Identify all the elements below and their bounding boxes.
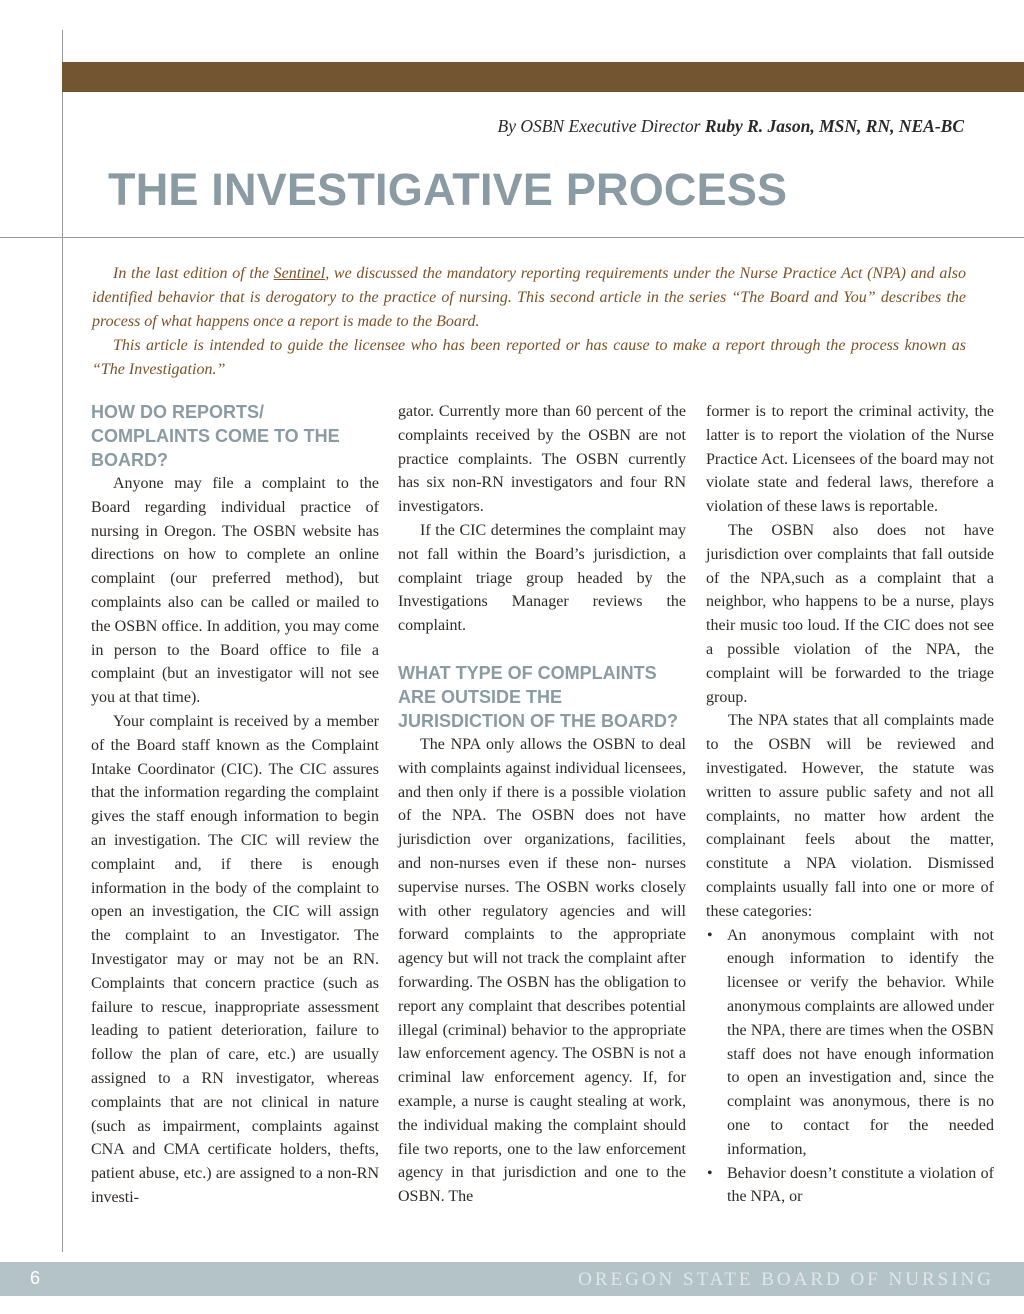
column-1 — [91, 400, 379, 1210]
body-paragraph: The NPA only allows the OSBN to deal with complaints against individual licensees, and then only if there is a possible violation of the NPA. The OSBN does not have jurisdiction over organizations, facilities, and non-nurses even if these non- nurses supervise nurses. The OSBN works closely with other regulatory agencies and will forward complaints to the appropriate agency but will not track the complaint after forwarding. The OSBN has the obligation to report any complaint that describes potential illegal (criminal) behavior to the appropriate law enforcement agency. The OSBN is not a criminal law enforcement agency. If, for example, a nurse is caught stealing at work, the individual making the complaint should file two reports, one to the law enforcement agency in that jurisdiction and one to the OSBN. The — [398, 735, 686, 1206]
title-divider — [0, 237, 1024, 238]
byline-prefix: By OSBN Executive Director — [497, 116, 705, 136]
body-paragraph: If the CIC determines the complaint may not fall within the Board’s jurisdiction, a complaint triage group headed by the Investigations Manager reviews the complaint. — [398, 521, 686, 635]
body-paragraph: The NPA states that all complaints made to the OSBN will be reviewed and investigated. However, the statute was written to assure public safety and not all complaints, no matter how ardent the complainant feels about the matter, constitute a NPA violation. Dismissed complaints usually fall into one or more of these categories: — [706, 712, 994, 920]
sentinel-reference: Sentinel — [273, 265, 326, 282]
footer-band — [0, 1262, 1024, 1296]
dismissal-categories-list — [706, 924, 994, 1210]
intro-paragraph-1 — [92, 262, 966, 334]
list-item-text: Behavior doesn’t constitute a violation of the NPA, or — [727, 1164, 994, 1206]
bullet-icon: • — [707, 1164, 713, 1182]
column-2 — [398, 400, 686, 1209]
section-heading-reports: HOW DO REPORTS/ COMPLAINTS COME TO THE BOARD? — [91, 402, 340, 470]
intro-paragraph-2: This article is intended to guide the licensee who has been reported or has cause to make a report through the process known as “The Investigation.” — [92, 337, 966, 378]
byline-author: Ruby R. Jason, MSN, RN, NEA-BC — [704, 116, 964, 136]
intro-text: In the last edition of the — [113, 265, 274, 282]
page-number: 6 — [30, 1268, 41, 1288]
body-paragraph: former is to report the criminal activity, the latter is to report the violation of the Nurse Practice Act. Licensees of the board may not violate state and federal laws, therefore a violation of these laws is reportable. — [706, 403, 994, 516]
intro-text: , we discussed the mandatory reporting requirements under the Nurse Practice Act (NPA) and also identified behavior that is derogatory to the practice of nursing. This second article in the series “The Board and You” describes the process of what happens once a report is made to the Board. — [92, 265, 966, 330]
list-item — [706, 924, 994, 1162]
list-item — [706, 1162, 994, 1210]
article-title: THE INVESTIGATIVE PROCESS — [108, 164, 788, 215]
bullet-icon: • — [707, 926, 713, 944]
body-paragraph: gator. Currently more than 60 percent of the complaints received by the OSBN are not practice complaints. The OSBN currently has six non-RN investigators and four RN investigators. — [398, 403, 686, 516]
left-margin-rule — [62, 30, 63, 1252]
byline — [498, 116, 965, 137]
body-paragraph: Your complaint is received by a member of the Board staff known as the Complaint Intake Coordinator (CIC). The CIC assures that the information regarding the complaint gives the staff enough information to begin an investigation. The CIC will review the complaint and, if there is enough information in the body of the complaint to open an investigation, the CIC will assign the complaint to an Investigator. The Investigator may or may not be an RN. Complaints that concern practice (such as failure to rescue, inappropriate assessment leading to patient deterioration, failure to follow the plan of care, etc.) are usually assigned to a RN investigator, whereas complaints that are not clinical in nature (such as impairment, complaints against CNA and CMA certificate holders, thefts, patient abuse, etc.) are assigned to a non-RN investi- — [91, 712, 379, 1206]
footer-publication-title: OREGON STATE BOARD OF NURSING — [578, 1269, 994, 1290]
body-paragraph: The OSBN also does not have jurisdiction over complaints that fall outside of the NPA,such as a complaint that a neighbor, who happens to be a nurse, plays their music too loud. If the CIC does not see a possible violation of the NPA, the complaint will be forwarded to the triage group. — [706, 521, 994, 706]
column-3 — [706, 400, 994, 1209]
section-heading-jurisdiction: WHAT TYPE OF COMPLAINTS ARE OUTSIDE THE JURISDICTION OF THE BOARD? — [398, 662, 679, 731]
header-color-bar — [62, 62, 1024, 92]
list-item-text: An anonymous complaint with not enough information to identify the licensee or verify the behavior. While anonymous complaints are allowed under the NPA, there are times when the OSBN staff does not have enough information to open an investigation and, since the complaint was anonymous, there is no one to contact for the needed information, — [727, 926, 994, 1158]
body-paragraph: Anyone may file a complaint to the Board regarding individual practice of nursing in Oregon. The OSBN website has directions on how to complete an online complaint (our preferred method), but complaints also can be called or mailed to the OSBN office. In addition, you may come in person to the Board office to file a complaint (but an investigator will not see you at that time). — [91, 475, 379, 707]
article-intro — [92, 262, 966, 382]
